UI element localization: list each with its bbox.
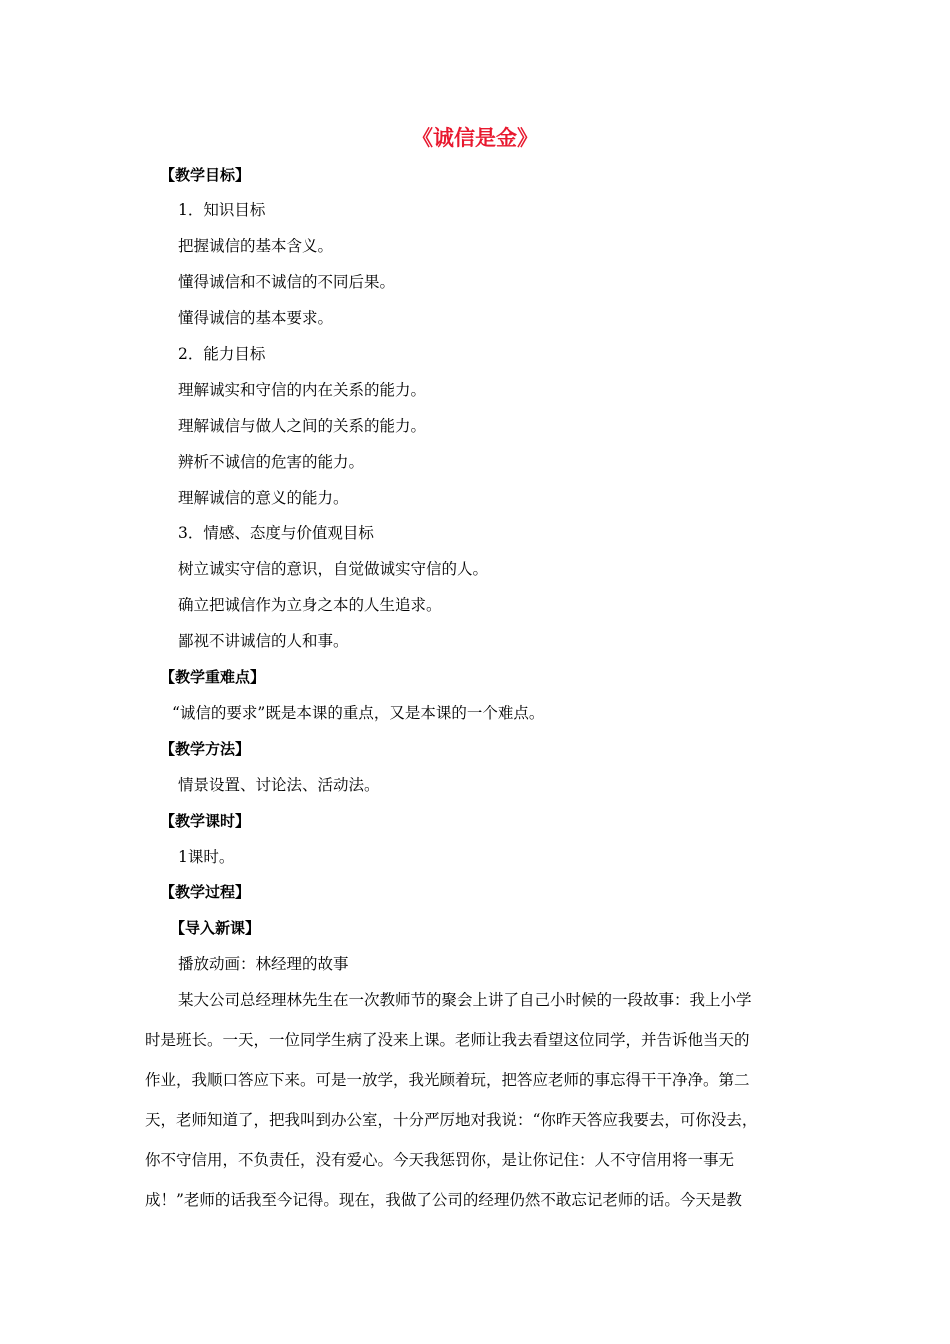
story-line: 成！”老师的话我至今记得。现在，我做了公司的经理仍然不敢忘记老师的话。今天是教 — [145, 1191, 742, 1209]
story-line: 某大公司总经理林先生在一次教师节的聚会上讲了自己小时候的一段故事：我上小学 — [178, 991, 752, 1009]
goals-heading: 【教学目标】 — [160, 166, 251, 184]
list-item: 辨析不诚信的危害的能力。 — [178, 453, 365, 471]
intro-heading: 【导入新课】 — [170, 919, 261, 937]
ability-goal-heading: 2．能力目标 — [178, 345, 266, 363]
story-line: 天，老师知道了，把我叫到办公室，十分严厉地对我说：“你昨天答应我要去，可你没去， — [145, 1111, 758, 1129]
story-line: 你不守信用，不负责任，没有爱心。今天我惩罚你，是让你记住：人不守信用将一事无 — [145, 1151, 735, 1169]
list-item: 把握诚信的基本含义。 — [178, 237, 334, 255]
method-text: 情景设置、讨论法、活动法。 — [178, 776, 380, 794]
intro-caption: 播放动画：林经理的故事 — [178, 955, 349, 973]
document-title: 《诚信是金》 — [412, 126, 538, 150]
story-line: 作业，我顺口答应下来。可是一放学，我光顾着玩，把答应老师的事忘得干干净净。第二 — [145, 1071, 750, 1089]
list-item: 树立诚实守信的意识，自觉做诚实守信的人。 — [178, 560, 489, 578]
list-item: 确立把诚信作为立身之本的人生追求。 — [178, 596, 442, 614]
hours-text: 1课时。 — [178, 848, 235, 866]
hours-heading: 【教学课时】 — [160, 812, 251, 830]
emotion-goal-heading: 3．情感、态度与价值观目标 — [178, 524, 374, 542]
process-heading: 【教学过程】 — [160, 883, 251, 901]
list-item: 懂得诚信的基本要求。 — [178, 309, 334, 327]
list-item: 理解诚信的意义的能力。 — [178, 489, 349, 507]
story-line: 时是班长。一天，一位同学生病了没来上课。老师让我去看望这位同学，并告诉他当天的 — [145, 1031, 750, 1049]
list-item: 懂得诚信和不诚信的不同后果。 — [178, 273, 396, 291]
list-item: 理解诚实和守信的内在关系的能力。 — [178, 381, 427, 399]
method-heading: 【教学方法】 — [160, 740, 251, 758]
key-points-text: “诚信的要求”既是本课的重点，又是本课的一个难点。 — [172, 704, 545, 722]
key-points-heading: 【教学重难点】 — [160, 668, 266, 686]
knowledge-goal-heading: 1．知识目标 — [178, 201, 266, 219]
list-item: 鄙视不讲诚信的人和事。 — [178, 632, 349, 650]
list-item: 理解诚信与做人之间的关系的能力。 — [178, 417, 427, 435]
